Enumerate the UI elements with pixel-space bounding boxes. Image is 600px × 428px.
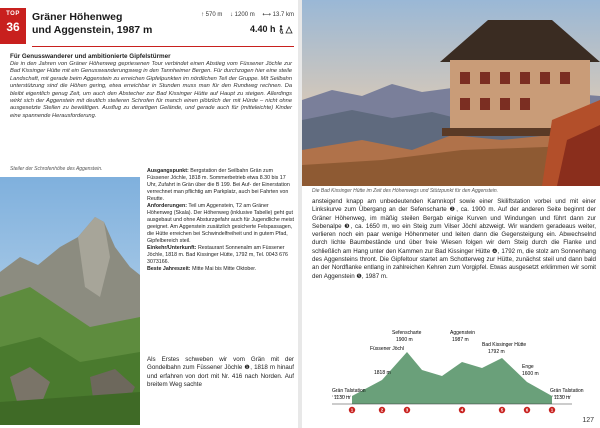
- top-badge: [0, 8, 26, 44]
- info-label: Ausgangspunkt:: [147, 168, 189, 174]
- profile-elev: 1792 m: [488, 349, 505, 355]
- profile-marker-label: 4: [460, 407, 464, 413]
- duration: [250, 24, 294, 34]
- info-label: Beste Jahreszeit:: [147, 266, 191, 272]
- page-number: 127: [582, 417, 594, 424]
- left-page: [0, 0, 298, 428]
- ascent-stat: ↑ 570 m: [201, 12, 223, 18]
- profile-marker-label: 1: [350, 407, 354, 413]
- profile-label: Aggenstein: [450, 330, 476, 336]
- profile-elev: 1130 m: [334, 395, 351, 401]
- hiker-icon: [278, 25, 294, 34]
- intro-text: Die in den Jahren von Gräner Höhenweg gepriesenen Tour verbindet einen Abstieg vom Füssener Jöchle zur Bad Kissinger Hütte mit ein Genusswanderungsweg in den Tannheimer Bergen. Für durchzogen hier eine steile Landschaft, mit gerade beim Aggenstein zu erreichen Gipfelpunkten im nördlichen Teil der Gruppe. Mit Seilbahn unterstützung sind die Höhen gering, etwa erreichbar in Stunden muss man für den Rundweg rechnen. Da bleibt eigentlich genug Zeit, um auch den Abstecher zur Bad Kissinger Hütte auf Haupt zu steigen. Allerdings wirkt sich der Aggenstein mit deutlich steileren Schrofen für manch einen plötzlich der mit Hürde – nicht ohne ausgesetzte Stellen zu bewältigen. Ausflug zu derartigen Gelände, und gerade auch für (mitteleichte) Kinder eine spannende Herausforderung.: [10, 61, 292, 119]
- info-text: Bergstation der Seilbahn Grän zum Füssener Jöchle, 1818 m. Sommerbetrieb etwa 8.30 bis 17 Uhr, Zufahrt in Grän über die B 199. Bei Auf- der Einerstation verrechnet man pflichtig am Parkplatz, auch bei Fahrten von Reutte.: [147, 168, 290, 202]
- info-text: Teil um Aggenstein, T2 am Gräner Höhenweg (Skala). Der Höhenweg (inklusive Tabelle) geht gut ausgebaut und ohne Absturzgefahr auch für Jugendliche meist geeignet. Am Aggenstein zusätzlich gesicherte Felspassagen, die Hütte erreichen bei Schwindelfreiheit und in gutem Pfad, Gipfelbereich steil.: [147, 203, 294, 244]
- photo-caption-right: Die Bad Kissinger Hütte im Zeit des Höhenwegs und Stützpunkt für den Aggenstein.: [312, 188, 499, 194]
- top-label: TOP: [6, 11, 20, 17]
- profile-marker-label: 5: [500, 407, 504, 413]
- profile-area: [352, 352, 552, 404]
- lead-text: Für Genusswanderer und ambitionierte Gipfelstürmer: [10, 53, 171, 60]
- tour-title: [32, 11, 202, 37]
- info-item: [147, 168, 294, 203]
- profile-marker-label: 1: [550, 407, 554, 413]
- title-rule: [32, 46, 294, 47]
- info-item: [147, 245, 294, 266]
- profile-label: Füssener Jöchl: [370, 346, 404, 352]
- info-text: Mitte Mai bis Mitte Oktober.: [192, 266, 257, 272]
- profile-elev: 1600 m: [522, 371, 539, 377]
- title-line-2: und Aggenstein, 1987 m: [32, 24, 153, 36]
- profile-elev: 1818 m: [374, 370, 391, 376]
- photo-caption-left: Steiler der Schrofenhöhe des Aggenstein.: [10, 166, 103, 172]
- body-text-right: ansteigend knapp am unbedeutenden Kamnkopf sowie einer Skiliftstation vorbei und mit einer Linkskurve zum Übergang an der Sefenscharte ❷, ca. 1900 m. Auf der anderen Seite beginnt der Gräner Höhenweg, im mäßig steilen Bergab einige Kurven und Windungen und führt dann zur Sebenalpe ❸, ca. 1650 m, wo ein Steig zum Vilser Jöchl abzweigt. Wir wandern geradeaus weiter, verlieren noch ein paar wenige Höhenmeter und leiten dann die Gegensteigung ein. Abwechselnd durch lichte Baumbestände und über freie Wiesen folgen wir dem Steig durch die Flanke und schließlich am Hang unter den Kammen zur Bad Kissinger Hütte ❹, 1792 m, die stolz am Sonnenhang des Aggensteins thront. Die Gipfeltour startet am Schotterweg zur Hütte, zunächst steil und dann bald an der Nordflanke entlang in zahlreichen Kehren zum Vorgipfel. Etwas ausgesetzt erklimmen wir somit den Aggenstein ❺, 1987 m.: [312, 198, 596, 280]
- profile-label: Grän Talstation: [550, 388, 584, 394]
- elevation-profile: [312, 324, 596, 418]
- profile-elev: 1987 m: [452, 337, 469, 343]
- length-stat: ⟷ 13.7 km: [262, 12, 294, 18]
- info-item: [147, 203, 294, 245]
- info-text: Restaurant Sonnenalm am Füssener Jöchle, 1818 m. Bad Kissinger Hütte, 1792 m, Tel. 0043 676 3073166.: [147, 245, 288, 265]
- tour-info: [147, 168, 294, 273]
- profile-label: Enge: [522, 364, 534, 370]
- profile-label: Grän Talstation: [332, 388, 366, 394]
- title-line-1: Gräner Höhenweg: [32, 11, 123, 23]
- tour-stats: [195, 11, 294, 18]
- info-label: Einkehr/Unterkunft:: [147, 245, 197, 251]
- right-page: [302, 0, 600, 428]
- profile-label: Bad Kissinger Hütte: [482, 342, 527, 348]
- descent-stat: ↓ 1200 m: [230, 12, 255, 18]
- tour-number: 36: [6, 20, 20, 34]
- profile-label: Sefenscharte: [392, 330, 422, 336]
- profile-elev: 1900 m: [396, 337, 413, 343]
- body-text-left: Als Erstes schweben wir vom Grän mit der Gondelbahn zum Füssener Jöchle ❶, 1818 m hinauf und erfahren von dort mit Nr. 416 nach Norden. Auf breitem Weg sachte: [147, 356, 294, 389]
- profile-elev: 1130 m: [554, 395, 571, 401]
- profile-marker-label: 2: [380, 407, 384, 413]
- mountain-photo-left: [0, 177, 140, 425]
- info-item: [147, 266, 294, 273]
- hut-photo: [302, 0, 600, 186]
- duration-text: 4.40 h: [249, 24, 276, 34]
- profile-marker-label: 3: [405, 407, 409, 413]
- profile-marker-label: 6: [525, 407, 529, 413]
- info-label: Anforderungen:: [147, 203, 188, 209]
